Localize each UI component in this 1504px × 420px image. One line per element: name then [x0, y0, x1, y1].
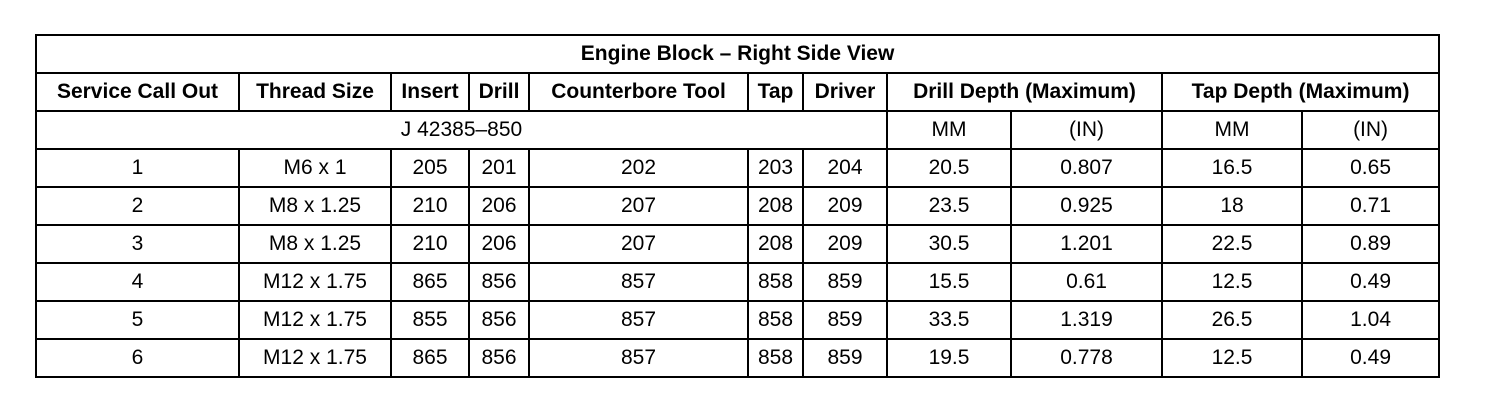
- header-insert: Insert: [391, 73, 469, 111]
- table-row: [36, 187, 1439, 225]
- cell-tap-mm: 26.5: [1162, 301, 1302, 339]
- cell-insert: 865: [391, 339, 469, 377]
- table-row: [36, 263, 1439, 301]
- cell-tap: 858: [748, 263, 803, 301]
- table-title: Engine Block – Right Side View: [36, 35, 1439, 73]
- cell-counterbore: 857: [529, 301, 748, 339]
- cell-drill-mm: 23.5: [887, 187, 1011, 225]
- header-driver: Driver: [803, 73, 887, 111]
- table-row: [36, 339, 1439, 377]
- header-service-call-out: Service Call Out: [36, 73, 239, 111]
- cell-drill-mm: 33.5: [887, 301, 1011, 339]
- cell-tap-mm: 12.5: [1162, 339, 1302, 377]
- table-row: [36, 301, 1439, 339]
- cell-counterbore: 207: [529, 225, 748, 263]
- engine-block-spec-table: [35, 34, 1440, 378]
- cell-tap: 203: [748, 149, 803, 187]
- cell-insert: 210: [391, 225, 469, 263]
- cell-counterbore: 207: [529, 187, 748, 225]
- cell-tap-in: 0.49: [1302, 263, 1439, 301]
- header-drill: Drill: [469, 73, 529, 111]
- cell-tap-mm: 16.5: [1162, 149, 1302, 187]
- cell-drill: 206: [469, 187, 529, 225]
- cell-tap-in: 0.65: [1302, 149, 1439, 187]
- kit-number: J 42385–850: [36, 111, 887, 149]
- cell-drill: 206: [469, 225, 529, 263]
- cell-drill-mm: 19.5: [887, 339, 1011, 377]
- header-thread-size: Thread Size: [239, 73, 391, 111]
- cell-tap-in: 0.49: [1302, 339, 1439, 377]
- drill-depth-mm-unit: MM: [887, 111, 1011, 149]
- cell-insert: 865: [391, 263, 469, 301]
- cell-call-out: 2: [36, 187, 239, 225]
- cell-tap: 208: [748, 187, 803, 225]
- cell-call-out: 1: [36, 149, 239, 187]
- cell-drill-mm: 20.5: [887, 149, 1011, 187]
- cell-tap-in: 0.89: [1302, 225, 1439, 263]
- cell-drill-in: 1.319: [1011, 301, 1162, 339]
- cell-insert: 855: [391, 301, 469, 339]
- tap-depth-in-unit: (IN): [1302, 111, 1439, 149]
- cell-driver: 204: [803, 149, 887, 187]
- title-row: [36, 35, 1439, 73]
- cell-driver: 209: [803, 187, 887, 225]
- cell-counterbore: 202: [529, 149, 748, 187]
- cell-drill: 856: [469, 301, 529, 339]
- cell-tap-mm: 12.5: [1162, 263, 1302, 301]
- cell-drill-mm: 15.5: [887, 263, 1011, 301]
- cell-tap-mm: 22.5: [1162, 225, 1302, 263]
- cell-drill: 856: [469, 263, 529, 301]
- cell-driver: 859: [803, 339, 887, 377]
- cell-driver: 859: [803, 263, 887, 301]
- drill-depth-in-unit: (IN): [1011, 111, 1162, 149]
- cell-drill-in: 0.925: [1011, 187, 1162, 225]
- cell-counterbore: 857: [529, 263, 748, 301]
- cell-tap: 858: [748, 301, 803, 339]
- cell-driver: 209: [803, 225, 887, 263]
- cell-tap: 208: [748, 225, 803, 263]
- cell-thread-size: M12 x 1.75: [239, 339, 391, 377]
- cell-thread-size: M12 x 1.75: [239, 301, 391, 339]
- cell-thread-size: M6 x 1: [239, 149, 391, 187]
- cell-insert: 205: [391, 149, 469, 187]
- tap-depth-mm-unit: MM: [1162, 111, 1302, 149]
- cell-drill-mm: 30.5: [887, 225, 1011, 263]
- cell-tap-mm: 18: [1162, 187, 1302, 225]
- cell-thread-size: M8 x 1.25: [239, 187, 391, 225]
- cell-driver: 859: [803, 301, 887, 339]
- header-counterbore-tool: Counterbore Tool: [529, 73, 748, 111]
- header-row: [36, 73, 1439, 111]
- subheader-row: [36, 111, 1439, 149]
- header-tap: Tap: [748, 73, 803, 111]
- table-row: [36, 225, 1439, 263]
- cell-drill: 201: [469, 149, 529, 187]
- cell-call-out: 4: [36, 263, 239, 301]
- cell-tap: 858: [748, 339, 803, 377]
- cell-drill-in: 1.201: [1011, 225, 1162, 263]
- table-row: [36, 149, 1439, 187]
- cell-tap-in: 1.04: [1302, 301, 1439, 339]
- cell-tap-in: 0.71: [1302, 187, 1439, 225]
- header-tap-depth: Tap Depth (Maximum): [1162, 73, 1439, 111]
- cell-counterbore: 857: [529, 339, 748, 377]
- cell-call-out: 6: [36, 339, 239, 377]
- cell-insert: 210: [391, 187, 469, 225]
- cell-call-out: 3: [36, 225, 239, 263]
- cell-drill-in: 0.61: [1011, 263, 1162, 301]
- cell-call-out: 5: [36, 301, 239, 339]
- header-drill-depth: Drill Depth (Maximum): [887, 73, 1162, 111]
- cell-drill: 856: [469, 339, 529, 377]
- cell-thread-size: M12 x 1.75: [239, 263, 391, 301]
- cell-drill-in: 0.807: [1011, 149, 1162, 187]
- cell-thread-size: M8 x 1.25: [239, 225, 391, 263]
- cell-drill-in: 0.778: [1011, 339, 1162, 377]
